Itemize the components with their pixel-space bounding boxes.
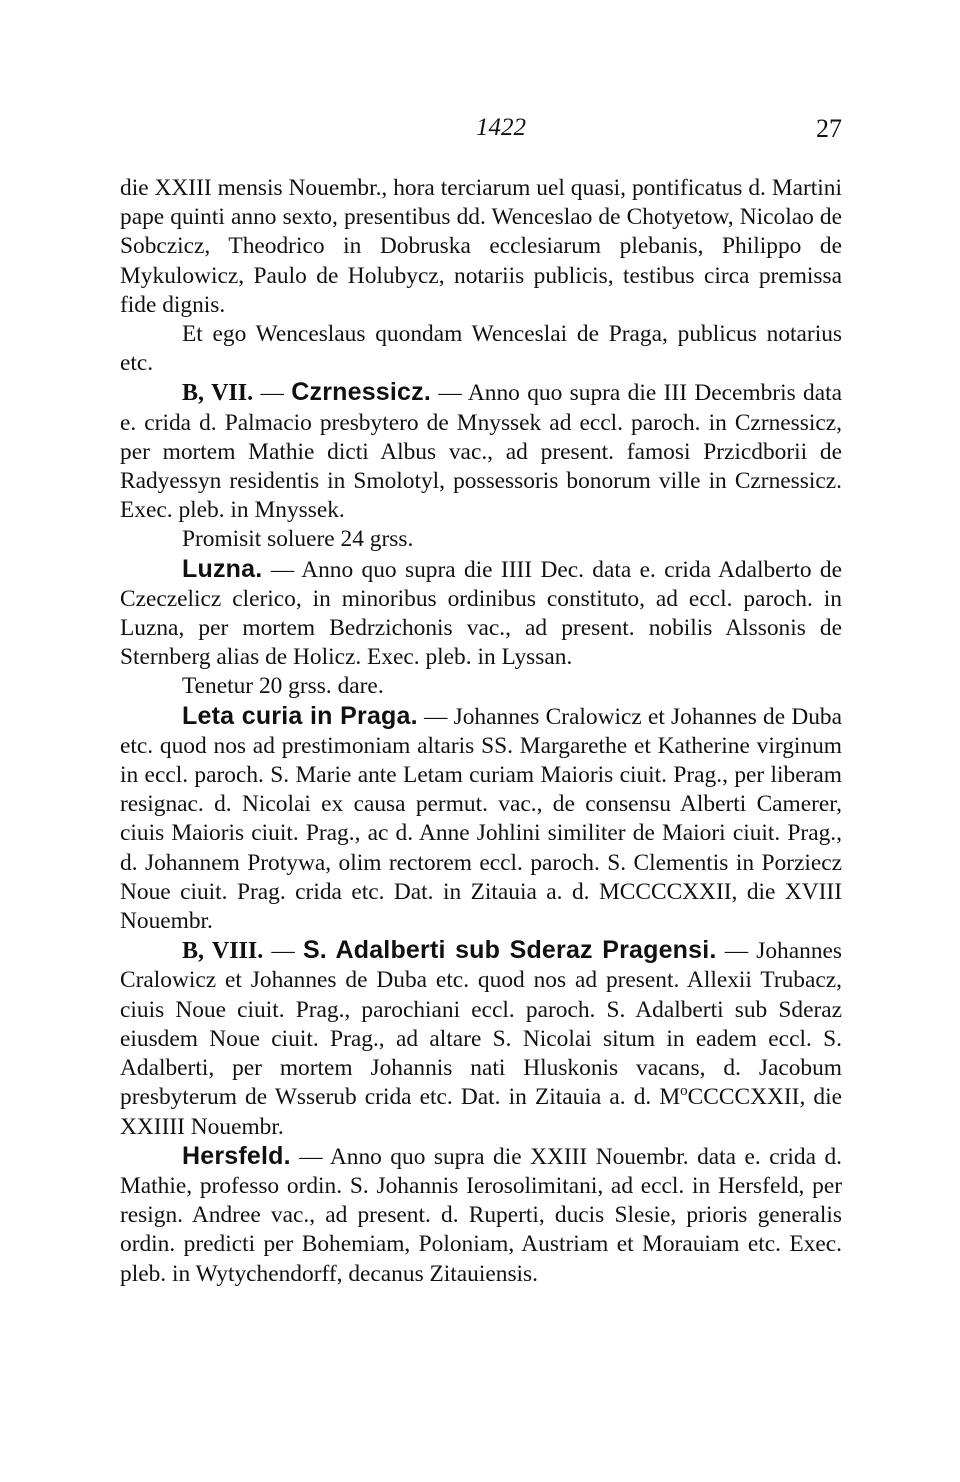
entry-text-s-adalberti-end: CCCCXXII, die XXIIII Nouembr. bbox=[120, 1084, 842, 1140]
entry-heading-s-adalberti: S. Adalberti sub Sderaz Pragensi. bbox=[302, 936, 717, 965]
entry-dash: — bbox=[253, 380, 292, 407]
paragraph-continuation: die XXIII mensis Nouembr., hora terciarum uel quasi, pontificatus d. Martini pape quinti anno sexto, presentibus dd. Wenceslao de Chotyetow, Nicolao de Sobczicz, Theodrico in Dobruska ecclesiarum plebanis, Philippo de Mykulowicz, Paulo de Holubycz, notariis publicis, testibus circa premissa fide dignis. bbox=[120, 175, 842, 318]
entry-luzna bbox=[120, 555, 842, 673]
page bbox=[120, 0, 842, 1482]
entry-text-leta-curia: — Johannes Cralowicz et Johannes de Duba etc. quod nos ad prestimoniam altaris SS. Margarethe et Katherine virginum in eccl. paroch. S. Marie ante Letam curiam Maioris ciuit. Prag., per liberam resignac. d. Nicolai ex causa permut. vac., de consensu Alberti Camerer, ciuis Maioris ciuit. Prag., ac d. Anne Johlini similiter de Maiori ciuit. Prag., d. Johannem Protywa, olim rectorem eccl. paroch. S. Clementis in Porziecz Noue ciuit. Prag. crida etc. Dat. in Zitauia a. d. MCCCCXXII, die XVIII Nouembr. bbox=[120, 703, 842, 935]
entry-heading-hersfeld: Hersfeld. bbox=[182, 1141, 291, 1170]
entry-text-hersfeld: — Anno quo supra die XXIII Nouembr. data e. crida d. Mathie, professo ordin. S. Johannis Ierosolimitani, ad eccl. in Hersfeld, per resign. Andree vac., ad present. d. Ruperti, ducis Slesie, prioris generalis ordin. predicti per Bohemiam, Poloniam, Austriam et Morauiam etc. Exec. pleb. in Wytychendorff, decanus Zitauiensis. bbox=[120, 1143, 842, 1287]
page-number: 27 bbox=[816, 114, 842, 143]
entry-dash: — bbox=[263, 938, 303, 965]
entry-note-czrnessicz: Promisit soluere 24 grss. bbox=[182, 526, 414, 553]
entry-s-adalberti bbox=[120, 936, 842, 1141]
entry-czrnessicz bbox=[120, 378, 842, 525]
entry-text-luzna: — Anno quo supra die IIII Dec. data e. crida Adalberto de Czeczelicz clerico, in minoribus ordinibus constituto, ad eccl. paroch. in Luzna, per mortem Bedrzichonis vac., ad present. nobilis Alssonis de Sternberg alias de Holicz. Exec. pleb. in Lyssan. bbox=[120, 556, 842, 671]
entry-text-czrnessicz: — Anno quo supra die III Decembris data e. crida d. Palmacio presbytero de Mnyssek ad eccl. paroch. in Czrnessicz, per mortem Mathie dicti Albus vac., ad present. famosi Przicdborii de Radyessyn residentis in Smolotyl, possessoris bonorum ville in Czrnessicz. Exec. pleb. in Mnyssek. bbox=[120, 380, 843, 524]
superscript-o: o bbox=[680, 1083, 688, 1100]
entry-leta-curia bbox=[120, 702, 842, 937]
entry-heading-leta-curia: Leta curia in Praga. bbox=[182, 701, 418, 730]
running-head bbox=[120, 114, 842, 146]
entry-heading-czrnessicz: Czrnessicz. bbox=[291, 378, 432, 407]
entry-siglum: B, VII. bbox=[182, 380, 254, 407]
entry-heading-luzna: Luzna. bbox=[182, 554, 263, 583]
entry-hersfeld bbox=[120, 1142, 842, 1289]
paragraph-notary-statement: Et ego Wenceslaus quondam Wenceslai de Praga, publicus notarius etc. bbox=[120, 321, 842, 377]
entry-note-luzna: Tenetur 20 grss. dare. bbox=[182, 673, 384, 700]
entry-text-s-adalberti: — Johannes Cralowicz et Johannes de Duba etc. quod nos ad present. Allexii Trubacz, ciuis Noue ciuit. Prag., parochiani eccl. paroch. S. Adalberti sub Sderaz eiusdem Noue ciuit. Prag., ad altare S. Nicolai situm in eadem eccl. S. Adalberti, per mortem Johannis nati Hluskonis vacans, d. Jacobum presbyterum de Wsserub crida etc. Dat. in Zitauia a. d. M bbox=[120, 938, 843, 1111]
body-text bbox=[120, 174, 842, 1289]
entry-siglum: B, VIII. bbox=[182, 938, 264, 965]
running-head-year: 1422 bbox=[476, 114, 526, 141]
